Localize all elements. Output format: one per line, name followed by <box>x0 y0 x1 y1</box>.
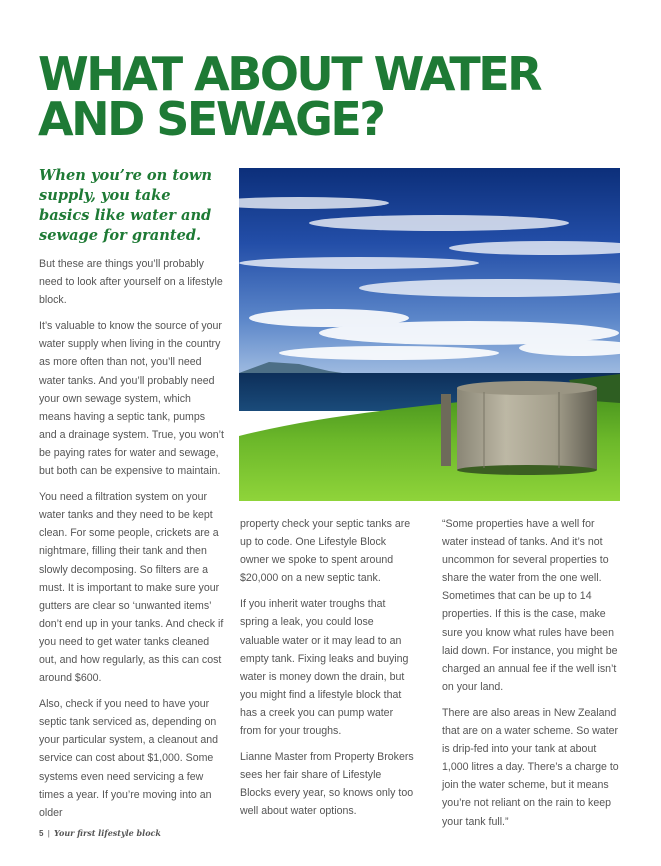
headline-line-2: AND SEWAGE? <box>38 92 384 146</box>
body-paragraph: property check your septic tanks are up to code. One Lifestyle Block owner we spoke to spent around $20,000 on a new septic tank. <box>240 518 411 585</box>
body-paragraph: If you inherit water troughs that spring a leak, you could lose valuable water or it may lead to an empty tank. Fixing leaks and buying water is money down the drain, but you might find a lifestyle block that has a creek you can pump water from for your troughs. <box>240 598 409 738</box>
headline-line-1: WHAT ABOUT WATER <box>38 47 541 101</box>
body-paragraph: It’s valuable to know the source of your water supply when living in the country as more often than not, you’ll need water tanks. And you’ll probably need your own sewage system, which means having a septic tank, pumps and a drainage system. True, you won’t be paying rates for water and sewage, but both can be expensive to maintain. <box>39 320 224 478</box>
water-tank-photo <box>239 168 620 501</box>
quote-paragraph: “Some properties have a well for water instead of tanks. And it’s not uncommon for several properties to share the water from the one well. Sometimes that can be up to 14 properties. If this is the case, make sure you know what rules have been laid down. For instance, you might be charged an annual fee if the well isn’t on your land. <box>442 518 618 693</box>
page-footer <box>39 828 161 838</box>
body-paragraph: You need a filtration system on your water tanks and they need to be kept clean. For some people, crickets are a nightmare, filling their tank and then slowly decomposing. So filters are a must. It is important to make sure your gutters are clear so ‘unwanted items’ don’t end up in your tanks. And check if you need to get water tanks cleaned out, and how regularly, as this can cost around $600. <box>39 491 224 685</box>
body-column-2 <box>240 515 415 829</box>
body-column-1 <box>39 255 225 830</box>
page-headline <box>38 47 638 146</box>
page-number: 5 <box>39 829 44 838</box>
body-column-3 <box>442 515 622 839</box>
publication-title: Your first lifestyle block <box>54 828 161 838</box>
body-paragraph: But these are things you’ll probably need to look after yourself on a lifestyle block. <box>39 258 223 307</box>
body-paragraph: Lianne Master from Property Brokers sees her fair share of Lifestyle Blocks every year, so knows only too well about water options. <box>240 751 414 818</box>
body-paragraph: Also, check if you need to have your septic tank serviced as, depending on your particular system, a cleanout and service can cost about $1,000. Some systems even need servicing a few times a year. If you’re moving into an older <box>39 698 219 819</box>
quote-paragraph: There are also areas in New Zealand that are on a water scheme. So water is drip-fed into your tank at about 1,000 litres a day. There’s a charge to join the water scheme, but it means you’re not reliant on the rain to keep your tank full.” <box>442 706 619 828</box>
footer-separator: | <box>47 829 50 838</box>
intro-paragraph: When you’re on town supply, you take basics like water and sewage for granted. <box>39 167 213 244</box>
